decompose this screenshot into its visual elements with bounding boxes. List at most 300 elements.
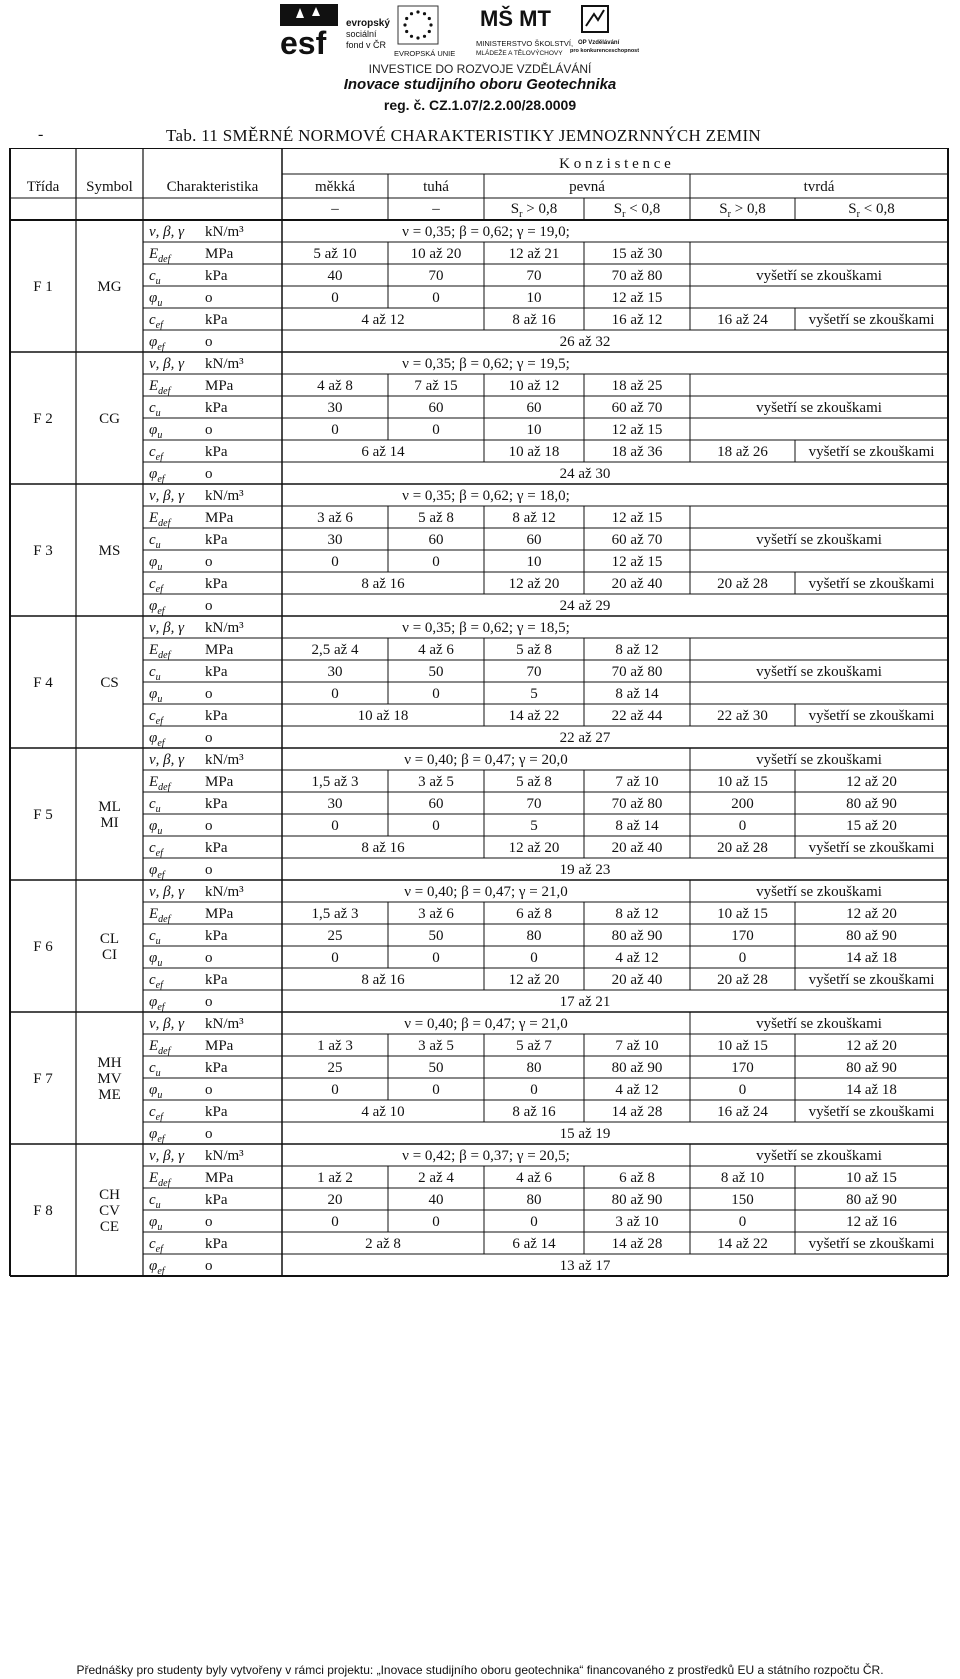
c-ef-test-note: vyšetří se zkouškami [808, 312, 935, 328]
char-symbol: $c_{ef}$ [149, 972, 163, 991]
e-def-value: 2,5 až 4 [311, 642, 359, 658]
c-ef-value: 16 až 24 [717, 1104, 768, 1120]
phi-u-value: 0 [331, 554, 339, 570]
c-u-value: 170 [731, 1060, 754, 1076]
c-ef-value: 18 až 36 [611, 444, 663, 460]
eu-star-icon [428, 30, 431, 33]
op-line-2: pro konkurenceschopnost [570, 48, 640, 54]
c-u-value: 70 [428, 268, 444, 284]
c-ef-value: 6 až 14 [512, 1236, 556, 1252]
c-u-value: 150 [731, 1192, 754, 1208]
char-symbol: $E_{def}$ [149, 1038, 171, 1057]
c-u-value: 40 [428, 1192, 444, 1208]
c-ef-value: 20 až 40 [611, 576, 663, 592]
e-def-value: 3 až 6 [418, 906, 454, 922]
header-dash-tuha: – [432, 201, 440, 217]
c-u-value: 80 [526, 1192, 542, 1208]
c-ef-value: 14 až 22 [717, 1236, 768, 1252]
e-def-value: 7 až 15 [414, 378, 458, 394]
phi-u-value: 5 [530, 818, 538, 834]
e-def-value: 8 až 12 [615, 906, 659, 922]
char-unit: o [205, 818, 213, 834]
soil-symbol: ME [98, 1087, 121, 1103]
c-ef-value: 20 až 28 [717, 576, 768, 592]
phi-ef-value: 13 až 17 [559, 1258, 611, 1274]
c-ef-test-note: vyšetří se zkouškami [808, 444, 935, 460]
char-unit: o [205, 1082, 213, 1098]
c-u-value: 30 [327, 796, 343, 812]
header-sr-lt-pevna: $S_r < 0,8$ [613, 201, 661, 220]
c-ef-value: 2 až 8 [365, 1236, 401, 1252]
e-def-value: 5 až 7 [516, 1038, 552, 1054]
c-ef-value: 8 až 16 [512, 1104, 556, 1120]
c-ef-test-note: vyšetří se zkouškami [808, 1236, 935, 1252]
c-u-value: 80 až 90 [846, 796, 897, 812]
char-unit: o [205, 1214, 213, 1230]
char-symbol: $c_u$ [149, 1060, 161, 1079]
c-u-value: 50 [428, 664, 444, 680]
c-u-value: 60 až 70 [611, 400, 663, 416]
tvrda-test-note: vyšetří se zkouškami [756, 532, 882, 548]
c-ef-value: 14 až 28 [611, 1236, 663, 1252]
c-ef-value: 8 až 16 [361, 840, 405, 856]
phi-u-value: 12 až 15 [611, 290, 663, 306]
char-symbol: $c_{ef}$ [149, 708, 163, 727]
phi-u-value: 0 [331, 818, 339, 834]
char-unit: o [205, 862, 213, 878]
e-def-value: 5 až 10 [313, 246, 357, 262]
char-symbol: $E_{def}$ [149, 246, 171, 265]
char-symbol: $\varphi_{ef}$ [149, 334, 165, 353]
e-def-value: 10 až 15 [717, 906, 768, 922]
msmt-line-2: MLÁDEŽE A TĚLOVÝCHOVY [476, 50, 563, 57]
phi-u-value: 0 [331, 422, 339, 438]
char-symbol: ν, β, γ [149, 224, 185, 240]
char-symbol: ν, β, γ [149, 620, 185, 636]
phi-u-value: 12 až 15 [611, 422, 663, 438]
c-u-value: 80 až 90 [846, 928, 897, 944]
header-symbol: Symbol [86, 179, 133, 195]
phi-u-value: 5 [530, 686, 538, 702]
nu-beta-gamma: ν = 0,35; β = 0,62; γ = 19,5; [402, 356, 570, 372]
eu-star-icon [428, 17, 431, 20]
char-symbol: ν, β, γ [149, 1148, 185, 1164]
table-title: Tab. 11 SMĚRNÉ NORMOVÉ CHARAKTERISTIKY JEMNOZRNNÝCH ZEMIN [166, 126, 761, 145]
soil-symbol: MS [98, 543, 121, 559]
phi-u-value: 10 [526, 422, 542, 438]
char-symbol: $E_{def}$ [149, 510, 171, 529]
phi-u-value: 0 [331, 686, 339, 702]
msmt-logo [476, 6, 573, 57]
char-unit: kN/m³ [205, 752, 244, 768]
c-u-value: 80 [526, 1060, 542, 1076]
c-ef-value: 8 až 16 [361, 972, 405, 988]
soil-class-3: F 3 [33, 543, 53, 559]
e-def-value: 5 až 8 [418, 510, 454, 526]
e-def-value: 3 až 5 [418, 1038, 454, 1054]
char-symbol: $\varphi_{ef}$ [149, 598, 165, 617]
tvrda-test-note: vyšetří se zkouškami [756, 752, 882, 768]
e-def-value: 12 až 20 [846, 906, 897, 922]
c-ef-test-note: vyšetří se zkouškami [808, 708, 935, 724]
char-unit: MPa [205, 774, 234, 790]
char-symbol: $E_{def}$ [149, 642, 171, 661]
nu-beta-gamma: ν = 0,42; β = 0,37; γ = 20,5; [402, 1148, 570, 1164]
char-symbol: $c_u$ [149, 928, 161, 947]
e-def-value: 7 až 10 [615, 1038, 659, 1054]
char-symbol: $E_{def}$ [149, 906, 171, 925]
char-unit: o [205, 422, 213, 438]
c-u-value: 40 [327, 268, 343, 284]
char-symbol: $\varphi_u$ [149, 686, 163, 705]
char-symbol: ν, β, γ [149, 752, 185, 768]
phi-u-value: 0 [432, 422, 440, 438]
phi-u-value: 0 [738, 1214, 747, 1230]
char-unit: MPa [205, 378, 234, 394]
phi-u-value: 12 až 16 [846, 1214, 897, 1230]
char-symbol: $\varphi_{ef}$ [149, 730, 165, 749]
char-unit: o [205, 466, 213, 482]
c-u-value: 80 až 90 [611, 1060, 663, 1076]
char-unit: kN/m³ [205, 224, 244, 240]
e-def-value: 18 až 25 [611, 378, 663, 394]
e-def-value: 12 až 21 [508, 246, 560, 262]
phi-u-value: 14 až 18 [846, 950, 897, 966]
c-ef-value: 8 až 16 [361, 576, 405, 592]
char-symbol: $c_{ef}$ [149, 312, 163, 331]
c-ef-value: 16 až 24 [717, 312, 768, 328]
esf-line-1: evropský [346, 18, 390, 29]
e-def-value: 12 až 20 [846, 774, 897, 790]
c-u-value: 30 [327, 400, 343, 416]
char-symbol: $\varphi_u$ [149, 1214, 163, 1233]
header-mekka: měkká [315, 179, 355, 195]
char-symbol: $c_u$ [149, 268, 161, 287]
eu-star-icon [423, 12, 426, 15]
e-def-value: 1 až 2 [317, 1170, 353, 1186]
e-def-value: 6 až 8 [516, 906, 552, 922]
char-unit: o [205, 554, 213, 570]
soil-symbol: MI [100, 815, 119, 831]
c-u-value: 20 [327, 1192, 343, 1208]
char-unit: kPa [205, 312, 228, 328]
phi-ef-value: 22 až 27 [559, 730, 611, 746]
nu-beta-gamma: ν = 0,40; β = 0,47; γ = 21,0 [404, 884, 568, 900]
soil-symbol: CG [99, 411, 120, 427]
nu-beta-gamma: ν = 0,35; β = 0,62; γ = 19,0; [402, 224, 570, 240]
c-u-value: 70 [526, 796, 542, 812]
char-symbol: $\varphi_u$ [149, 422, 163, 441]
char-unit: kPa [205, 576, 228, 592]
soil-class-7: F 7 [33, 1071, 53, 1087]
char-symbol: $E_{def}$ [149, 774, 171, 793]
char-unit: kPa [205, 796, 228, 812]
char-symbol: ν, β, γ [149, 884, 185, 900]
char-symbol: $\varphi_u$ [149, 554, 163, 573]
header-project-name: Inovace studijního oboru Geotechnika [343, 76, 617, 93]
phi-u-value: 0 [738, 950, 747, 966]
phi-u-value: 12 až 15 [611, 554, 663, 570]
phi-u-value: 0 [432, 290, 440, 306]
char-symbol: ν, β, γ [149, 356, 185, 372]
char-symbol: $\varphi_u$ [149, 1082, 163, 1101]
eu-star-icon [410, 35, 413, 38]
eu-star-icon [410, 12, 413, 15]
esf-logo-text: esf [280, 25, 327, 61]
e-def-value: 12 až 15 [611, 510, 663, 526]
e-def-value: 10 až 15 [717, 774, 768, 790]
phi-u-value: 0 [432, 1082, 440, 1098]
tvrda-test-note: vyšetří se zkouškami [756, 400, 882, 416]
char-unit: kPa [205, 928, 228, 944]
phi-u-value: 0 [530, 950, 538, 966]
msmt-line-1: MINISTERSTVO ŠKOLSTVÍ, [476, 39, 574, 48]
c-ef-value: 22 až 30 [717, 708, 768, 724]
soil-class-6: F 6 [33, 939, 53, 955]
char-symbol: $c_u$ [149, 1192, 161, 1211]
c-ef-value: 20 až 40 [611, 840, 663, 856]
phi-u-value: 0 [530, 1214, 538, 1230]
eu-star-icon [416, 10, 419, 13]
header-sr-lt-tvrda: $S_r < 0,8$ [848, 201, 895, 220]
char-unit: kN/m³ [205, 356, 244, 372]
phi-u-value: 14 až 18 [846, 1082, 897, 1098]
phi-u-value: 15 až 20 [846, 818, 897, 834]
phi-u-value: 0 [331, 290, 339, 306]
char-symbol: $c_{ef}$ [149, 1104, 163, 1123]
e-def-value: 4 až 6 [516, 1170, 552, 1186]
c-u-value: 30 [327, 532, 343, 548]
phi-u-value: 10 [526, 554, 542, 570]
phi-ef-value: 24 až 30 [559, 466, 611, 482]
char-symbol: $c_{ef}$ [149, 840, 163, 859]
c-u-value: 80 až 90 [846, 1192, 897, 1208]
char-symbol: $E_{def}$ [149, 1170, 171, 1189]
phi-ef-value: 17 až 21 [559, 994, 611, 1010]
esf-line-2: sociální [346, 29, 377, 39]
c-ef-value: 22 až 44 [611, 708, 663, 724]
char-symbol: ν, β, γ [149, 1016, 185, 1032]
c-u-value: 70 [526, 664, 542, 680]
e-def-value: 5 až 8 [516, 774, 552, 790]
e-def-value: 8 až 12 [512, 510, 556, 526]
phi-u-value: 8 až 14 [615, 818, 659, 834]
e-def-value: 10 až 12 [508, 378, 560, 394]
c-ef-value: 20 až 28 [717, 972, 768, 988]
e-def-value: 3 až 5 [418, 774, 454, 790]
op-line-1: OP Vzdělávání [578, 40, 620, 46]
char-symbol: $\varphi_{ef}$ [149, 994, 165, 1013]
c-ef-test-note: vyšetří se zkouškami [808, 576, 935, 592]
soil-class-1: F 1 [33, 279, 53, 295]
c-ef-value: 14 až 22 [508, 708, 560, 724]
soil-symbol: ML [98, 799, 121, 815]
e-def-value: 4 až 8 [317, 378, 353, 394]
e-def-value: 1,5 až 3 [311, 906, 359, 922]
char-unit: kN/m³ [205, 620, 244, 636]
eu-star-icon [405, 30, 408, 33]
c-u-value: 25 [327, 928, 343, 944]
char-unit: o [205, 950, 213, 966]
eu-label: EVROPSKÁ UNIE [394, 49, 456, 58]
phi-ef-value: 19 až 23 [559, 862, 611, 878]
char-symbol: $c_{ef}$ [149, 576, 163, 595]
char-symbol: $c_u$ [149, 664, 161, 683]
header-tuha: tuhá [423, 179, 449, 195]
char-unit: kPa [205, 664, 228, 680]
c-ef-value: 4 až 12 [361, 312, 405, 328]
phi-u-value: 3 až 10 [615, 1214, 659, 1230]
c-u-value: 30 [327, 664, 343, 680]
soil-class-2: F 2 [33, 411, 53, 427]
e-def-value: 10 až 15 [846, 1170, 897, 1186]
char-symbol: $c_u$ [149, 796, 161, 815]
eu-star-icon [403, 23, 406, 26]
c-u-value: 25 [327, 1060, 343, 1076]
logo-strip [280, 4, 680, 62]
e-def-value: 5 až 8 [516, 642, 552, 658]
logo-strip-svg [280, 4, 680, 62]
char-unit: MPa [205, 642, 234, 658]
esf-logo [280, 4, 390, 61]
char-unit: kN/m³ [205, 1016, 244, 1032]
c-ef-value: 20 až 40 [611, 972, 663, 988]
c-ef-value: 10 až 18 [508, 444, 560, 460]
msmt-mark: MŠ MT [480, 6, 551, 31]
c-u-value: 50 [428, 1060, 444, 1076]
eu-star-icon [405, 17, 408, 20]
char-symbol: $c_{ef}$ [149, 1236, 163, 1255]
char-unit: kPa [205, 532, 228, 548]
c-u-value: 80 až 90 [611, 928, 663, 944]
e-def-value: 1 až 3 [317, 1038, 353, 1054]
char-unit: kN/m³ [205, 488, 244, 504]
tvrda-test-note: vyšetří se zkouškami [756, 1148, 882, 1164]
c-u-value: 170 [731, 928, 754, 944]
eu-flag-logo [394, 6, 455, 58]
header-tvrda: tvrdá [803, 179, 835, 195]
c-ef-value: 18 až 26 [717, 444, 768, 460]
c-ef-value: 20 až 28 [717, 840, 768, 856]
soil-symbol: CL [99, 931, 120, 947]
tvrda-test-note: vyšetří se zkouškami [756, 664, 882, 680]
tvrda-test-note: vyšetří se zkouškami [756, 268, 882, 284]
char-symbol: $c_u$ [149, 532, 161, 551]
soil-symbol: CE [99, 1219, 120, 1235]
header-charakteristika: Charakteristika [166, 179, 259, 195]
c-u-value: 200 [731, 796, 754, 812]
header-pevna: pevná [569, 179, 605, 195]
header-trida: Třída [26, 179, 60, 195]
tvrda-test-note: vyšetří se zkouškami [756, 1016, 882, 1032]
char-unit: kPa [205, 1192, 228, 1208]
soil-class-5: F 5 [33, 807, 53, 823]
phi-u-value: 0 [331, 1214, 339, 1230]
c-ef-value: 4 až 10 [361, 1104, 405, 1120]
char-unit: kPa [205, 1104, 228, 1120]
c-u-value: 60 [428, 532, 444, 548]
char-unit: MPa [205, 246, 234, 262]
char-unit: kPa [205, 708, 228, 724]
c-u-value: 80 [526, 928, 542, 944]
nu-beta-gamma: ν = 0,35; β = 0,62; γ = 18,0; [402, 488, 570, 504]
header-konzistence: K o n z i s t e n c e [559, 156, 671, 172]
e-def-value: 10 až 15 [717, 1038, 768, 1054]
char-unit: o [205, 290, 213, 306]
c-ef-test-note: vyšetří se zkouškami [808, 1104, 935, 1120]
phi-u-value: 0 [432, 818, 440, 834]
char-unit: o [205, 730, 213, 746]
c-ef-value: 16 až 12 [611, 312, 663, 328]
c-u-value: 50 [428, 928, 444, 944]
char-unit: MPa [205, 510, 234, 526]
phi-ef-value: 15 až 19 [559, 1126, 611, 1142]
c-u-value: 70 až 80 [611, 268, 663, 284]
header-investice: INVESTICE DO ROZVOJE VZDĚLÁVÁNÍ [368, 62, 592, 76]
nu-beta-gamma: ν = 0,40; β = 0,47; γ = 20,0 [404, 752, 568, 768]
soil-characteristics-table [0, 148, 960, 1288]
phi-ef-value: 26 až 32 [559, 334, 611, 350]
eu-star-icon [429, 23, 432, 26]
c-ef-value: 10 až 18 [357, 708, 409, 724]
soil-symbol: CS [100, 675, 119, 691]
char-symbol: $\varphi_{ef}$ [149, 862, 165, 881]
char-unit: MPa [205, 906, 234, 922]
c-ef-value: 8 až 16 [512, 312, 556, 328]
header-dash-mekka: – [331, 201, 339, 217]
char-unit: o [205, 598, 213, 614]
c-ef-value: 12 až 20 [508, 576, 560, 592]
esf-line-3: fond v ČR [346, 40, 387, 50]
c-u-value: 80 až 90 [611, 1192, 663, 1208]
e-def-value: 10 až 20 [410, 246, 462, 262]
soil-class-4: F 4 [33, 675, 53, 691]
c-u-value: 80 až 90 [846, 1060, 897, 1076]
c-ef-value: 6 až 14 [361, 444, 405, 460]
char-unit: o [205, 334, 213, 350]
e-def-value: 8 až 12 [615, 642, 659, 658]
c-ef-value: 12 až 20 [508, 840, 560, 856]
c-u-value: 70 [526, 268, 542, 284]
soil-class-8: F 8 [33, 1203, 53, 1219]
char-symbol: $\varphi_{ef}$ [149, 466, 165, 485]
e-def-value: 12 až 20 [846, 1038, 897, 1054]
eu-star-icon [416, 36, 419, 39]
e-def-value: 2 až 4 [418, 1170, 454, 1186]
c-u-value: 60 až 70 [611, 532, 663, 548]
header-reg-number: reg. č. CZ.1.07/2.2.00/28.0009 [383, 97, 577, 113]
soil-symbol: MG [97, 279, 122, 295]
eu-star-icon [423, 35, 426, 38]
e-def-value: 6 až 8 [619, 1170, 655, 1186]
char-symbol: $E_{def}$ [149, 378, 171, 397]
char-unit: o [205, 1126, 213, 1142]
char-symbol: $\varphi_u$ [149, 290, 163, 309]
c-ef-test-note: vyšetří se zkouškami [808, 840, 935, 856]
phi-u-value: 0 [331, 1082, 339, 1098]
char-unit: kPa [205, 840, 228, 856]
e-def-value: 8 až 10 [720, 1170, 765, 1186]
c-u-value: 70 až 80 [611, 664, 663, 680]
e-def-value: 4 až 6 [418, 642, 454, 658]
char-unit: kPa [205, 1060, 228, 1076]
char-symbol: $\varphi_u$ [149, 818, 163, 837]
header-sr-gt-pevna: $S_r > 0,8$ [510, 201, 558, 220]
c-ef-test-note: vyšetří se zkouškami [808, 972, 935, 988]
char-symbol: ν, β, γ [149, 488, 185, 504]
phi-u-value: 0 [738, 818, 747, 834]
phi-u-value: 0 [530, 1082, 538, 1098]
